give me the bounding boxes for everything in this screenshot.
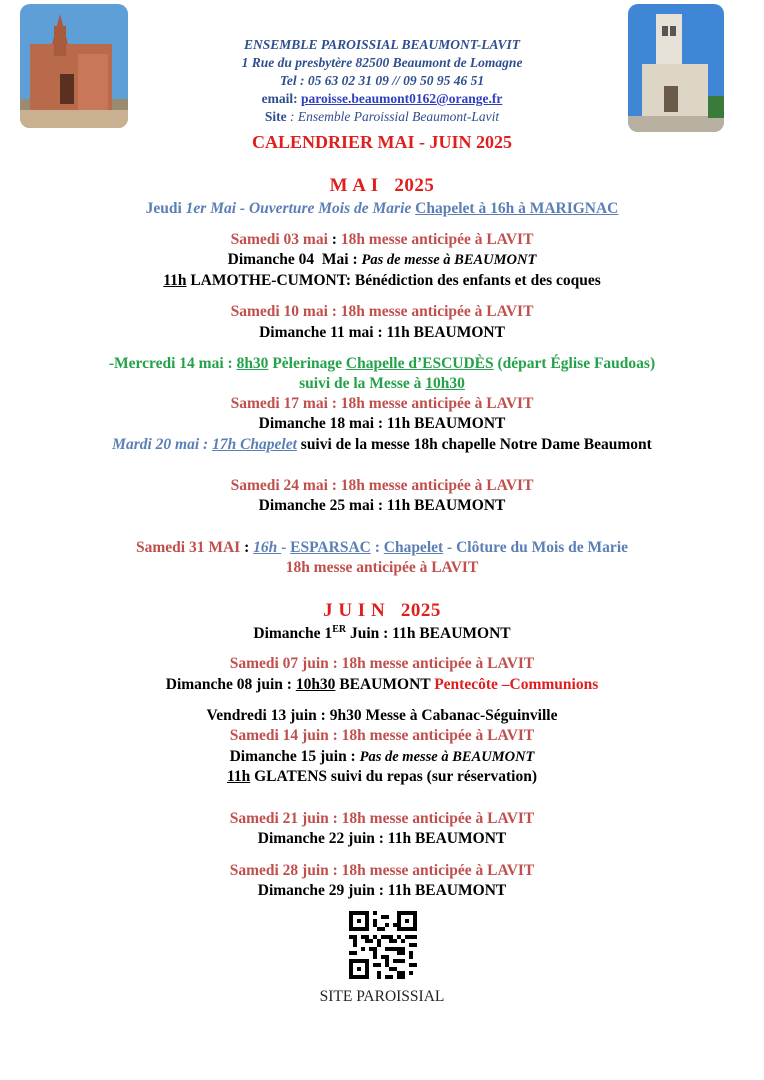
site-value: : Ensemble Paroissial Beaumont-Lavit: [290, 109, 500, 124]
footer-site-label: SITE PAROISSIAL: [319, 988, 445, 1005]
mai-line-13: Dimanche 25 mai : 11h BEAUMONT: [258, 497, 506, 514]
juin-line-1: Dimanche 1ER Juin : 11h BEAUMONT: [253, 624, 511, 643]
parish-name: ENSEMBLE PAROISSIAL BEAUMONT-LAVIT: [243, 37, 521, 52]
mai-line-5: Samedi 10 mai : 18h messe anticipée à LAVIT: [230, 303, 534, 320]
juin-line-7: 11h GLATENS suivi du repas (sur réservation): [226, 768, 538, 785]
juin-line-8: Samedi 21 juin : 18h messe anticipée à LAVIT: [229, 810, 535, 827]
mai-line-9: Samedi 17 mai : 18h messe anticipée à LAVIT: [230, 395, 534, 412]
mai-line-8: suivi de la Messe à 10h30: [299, 375, 465, 392]
site-line: [0, 109, 764, 125]
site-label: Site: [264, 109, 287, 124]
qr-code[interactable]: [349, 911, 417, 979]
email-label: email:: [261, 91, 298, 106]
juin-line-10: Samedi 28 juin : 18h messe anticipée à LAVIT: [229, 862, 535, 879]
mai-line-4: 11h LAMOTHE-CUMONT: Bénédiction des enfants et des coques: [163, 272, 601, 289]
mai-line-1: Jeudi 1er Mai - Ouverture Mois de Marie Chapelet à 16h à MARIGNAC: [145, 200, 619, 217]
email-link[interactable]: paroisse.beaumont0162@orange.fr: [301, 91, 503, 106]
mai-line-7: -Mercredi 14 mai : 8h30 Pèlerinage Chapelle d’ESCUDÈS (départ Église Faudoas): [108, 355, 656, 372]
parish-address: 1 Rue du presbytère 82500 Beaumont de Lomagne: [241, 55, 523, 70]
juin-line-3: Dimanche 08 juin : 10h30 BEAUMONT Pentecôte –Communions: [165, 676, 599, 693]
mai-line-10: Dimanche 18 mai : 11h BEAUMONT: [258, 415, 506, 432]
calendar-title: CALENDRIER MAI - JUIN 2025: [251, 132, 512, 152]
mai-line-12: Samedi 24 mai : 18h messe anticipée à LAVIT: [230, 477, 534, 494]
section-heading-juin: J U I N 2025: [323, 600, 441, 621]
mai-line-11: Mardi 20 mai : 17h Chapelet suivi de la messe 18h chapelle Notre Dame Beaumont: [112, 436, 652, 453]
mai-line-2: Samedi 03 mai : 18h messe anticipée à LAVIT: [230, 231, 534, 248]
mai-line-3: Dimanche 04 Mai : Pas de messe à BEAUMONT: [227, 251, 537, 268]
email-line: [0, 91, 764, 107]
juin-line-11: Dimanche 29 juin : 11h BEAUMONT: [257, 882, 507, 899]
parish-phone: Tel : 05 63 02 31 09 // 09 50 95 46 51: [279, 73, 485, 88]
juin-line-9: Dimanche 22 juin : 11h BEAUMONT: [257, 830, 507, 847]
mai-line-14: Samedi 31 MAI : 16h - ESPARSAC : Chapelet - Clôture du Mois de Marie: [135, 539, 628, 556]
mai-line-6: Dimanche 11 mai : 11h BEAUMONT: [259, 324, 505, 341]
juin-line-6: Dimanche 15 juin : Pas de messe à BEAUMONT: [229, 748, 535, 765]
juin-line-4: Vendredi 13 juin : 9h30 Messe à Cabanac-Séguinville: [206, 707, 558, 724]
juin-line-5: Samedi 14 juin : 18h messe anticipée à LAVIT: [229, 727, 535, 744]
juin-line-2: Samedi 07 juin : 18h messe anticipée à LAVIT: [229, 655, 535, 672]
section-heading-mai: M A I 2025: [329, 175, 435, 196]
mai-line-15: 18h messe anticipée à LAVIT: [285, 559, 479, 576]
